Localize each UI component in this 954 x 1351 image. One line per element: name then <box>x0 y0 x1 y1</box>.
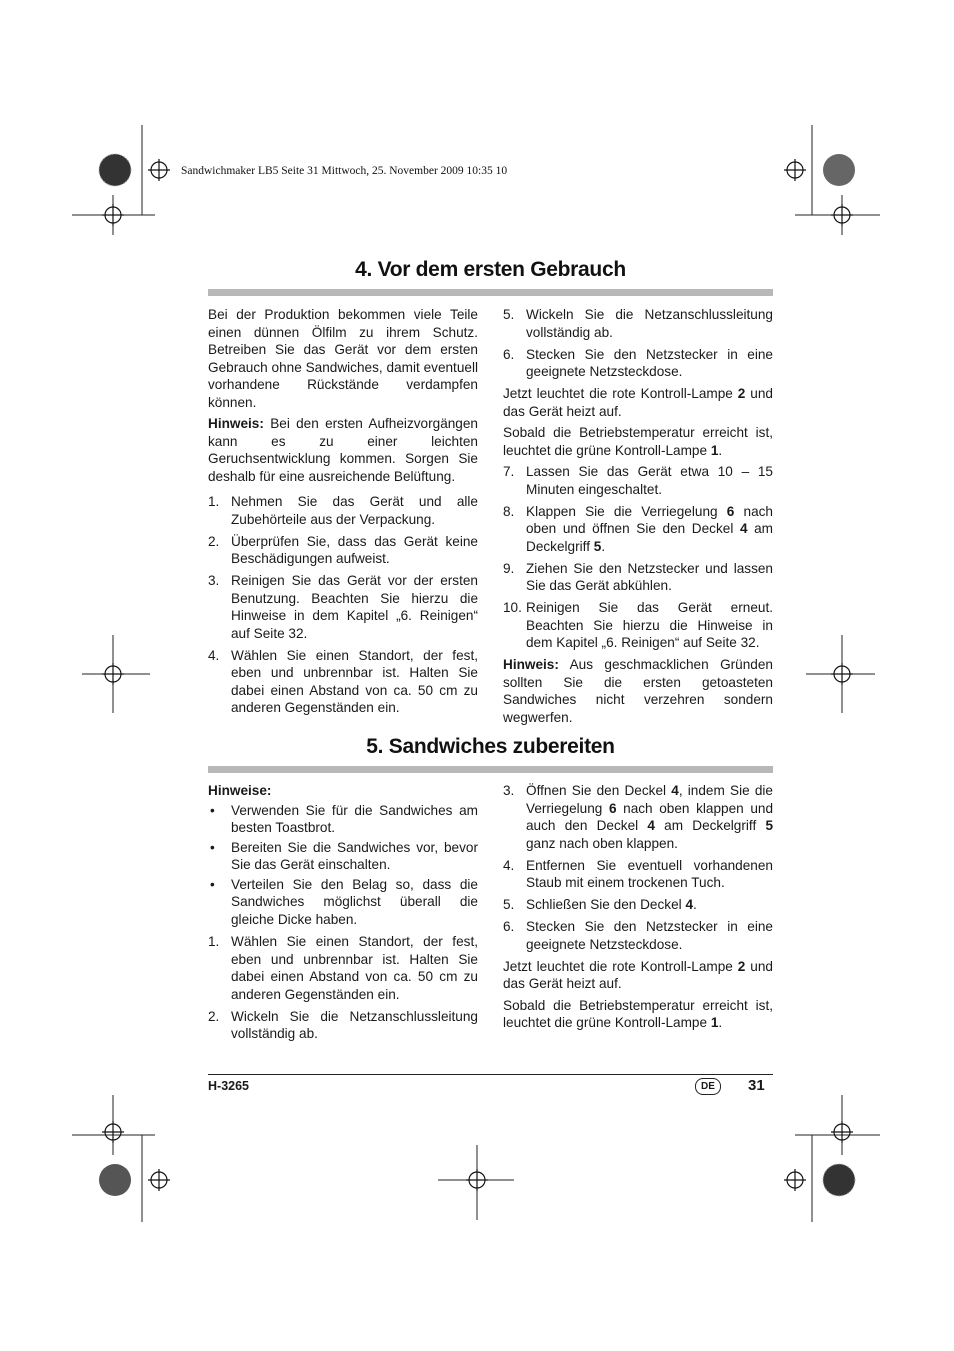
notes-label: Hinweise: <box>208 783 272 798</box>
list-item: 3. Reinigen Sie das Gerät vor der ersten Benutzung. Beachten Sie hierzu die Hinweise in dem Kapitel „6. Reinigen“ auf Seite 32. <box>208 573 478 641</box>
list-item: 6. Stecken Sie den Netzstecker in eine geeignete Netzsteckdose. <box>503 919 773 952</box>
step-note: Sobald die Betriebstemperatur erreicht ist, leuchtet die grüne Kontroll-Lampe 1. <box>503 997 773 1030</box>
language-badge: DE <box>695 1078 721 1095</box>
section-4-left-column <box>208 306 478 721</box>
note-label: Hinweis: <box>208 416 264 431</box>
bullet-item: • Verteilen Sie den Belag so, dass die Sandwiches möglichst überall die gleiche Dicke haben. <box>210 876 478 927</box>
list-item: 9. Ziehen Sie den Netzstecker und lassen Sie das Gerät abkühlen. <box>503 560 773 593</box>
bullet-item: • Bereiten Sie die Sandwiches vor, bevor Sie das Gerät einschalten. <box>210 839 478 872</box>
list-item: 4. Wählen Sie einen Standort, der fest, eben und unbrennbar ist. Halten Sie dabei einen Abstand von ca. 50 cm zu anderen Gegenständen ein. <box>208 647 478 715</box>
list-item: 2. Überprüfen Sie, dass das Gerät keine Beschädigungen aufweist. <box>208 533 478 566</box>
list-item: 6. Stecken Sie den Netzstecker in eine geeignete Netzsteckdose. <box>503 346 773 379</box>
print-slug-line: Sandwichmaker LB5 Seite 31 Mittwoch, 25. November 2009 10:35 10 <box>181 165 508 177</box>
bullet-item: • Verwenden Sie für die Sandwiches am besten Toastbrot. <box>210 802 478 835</box>
intro-paragraph: Bei der Produktion bekommen viele Teile einen dünnen Ölfilm zu ihrem Schutz. Betreiben Sie das Gerät vor dem ersten Gebrauch ohne Sandwiches, damit eventuell vorhandene Rückstände verdampfen können. <box>208 307 478 410</box>
list-item: 7. Lassen Sie das Gerät etwa 10 – 15 Minuten eingeschaltet. <box>503 464 773 497</box>
list-item: 5. Schließen Sie den Deckel 4. <box>503 897 697 912</box>
list-item: 3. Öffnen Sie den Deckel 4, indem Sie die Verriegelung 6 nach oben klappen und auch den Deckel 4 am Deckelgriff 5 ganz nach oben klappen. <box>503 783 774 851</box>
model-code: H-3265 <box>208 1079 249 1093</box>
section-5-title: 5. Sandwiches zubereiten <box>366 735 615 758</box>
section-4-rule <box>208 289 773 296</box>
step-note: Sobald die Betriebstemperatur erreicht ist, leuchtet die grüne Kontroll-Lampe 1. <box>503 425 773 458</box>
list-item: 1. Wählen Sie einen Standort, der fest, eben und unbrennbar ist. Halten Sie dabei einen Abstand von ca. 50 cm zu anderen Gegenständen ein. <box>208 934 478 1002</box>
step-note: Jetzt leuchtet die rote Kontroll-Lampe 2 und das Gerät heizt auf. <box>503 958 773 991</box>
note-paragraph <box>208 415 478 485</box>
footer-rule <box>208 1074 773 1075</box>
list-item: 8. Klappen Sie die Verriegelung 6 nach oben und öffnen Sie den Deckel 4 am Deckelgriff 5. <box>503 503 773 554</box>
page-number: 31 <box>748 1077 765 1094</box>
step-note: Jetzt leuchtet die rote Kontroll-Lampe 2 und das Gerät heizt auf. <box>503 386 773 419</box>
note-text: Bei den ersten Aufheizvorgängen kann es zu einer leichten Geruchsentwicklung kommen. Sorgen Sie deshalb für eine ausreichende Belüftung. <box>208 416 478 484</box>
section-5-right-column <box>503 782 773 1036</box>
section-4-title: 4. Vor dem ersten Gebrauch <box>355 258 626 281</box>
list-item: 2. Wickeln Sie die Netzanschlussleitung vollständig ab. <box>208 1008 478 1041</box>
list-item: 5. Wickeln Sie die Netzanschlussleitung vollständig ab. <box>503 307 773 340</box>
section-5-rule <box>208 766 773 773</box>
list-item: 4. Entfernen Sie eventuell vorhandenen Staub mit einem trockenen Tuch. <box>503 857 773 890</box>
list-item: 10. Reinigen Sie das Gerät erneut. Beachten Sie hierzu die Hinweise in dem Kapitel „6. Reinigen“ auf Seite 32. <box>503 600 773 650</box>
note-paragraph: Hinweis: Aus geschmacklichen Gründen sollten Sie die ersten getoasteten Sandwiches nicht verzehren sondern wegwerfen. <box>503 657 773 725</box>
section-5-left-column <box>208 782 478 1047</box>
list-item: 1. Nehmen Sie das Gerät und alle Zubehörteile aus der Verpackung. <box>208 494 478 527</box>
section-4-right-column <box>503 306 773 730</box>
